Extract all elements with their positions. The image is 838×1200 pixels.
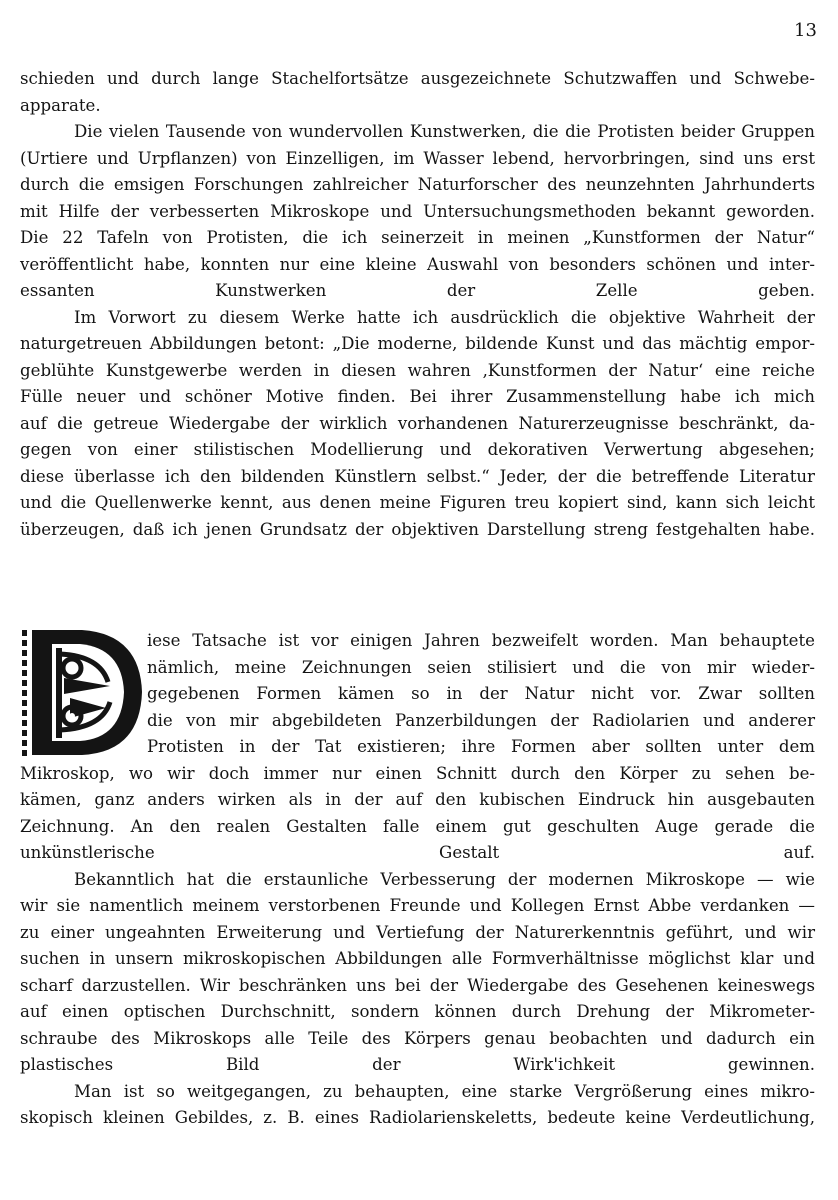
text-line: Mikroskop, wo wir doch immer nur einen Schnitt durch den Körper zu sehen be-	[20, 763, 815, 783]
text-line: die von mir abgebildeten Panzerbildungen der Radiolarien und anderer	[147, 710, 815, 730]
text-line: Man ist so weitgegangen, zu behaupten, eine starke Vergrößerung eines mikro-	[74, 1081, 815, 1101]
text-line: Zeichnung. An den realen Gestalten falle einem gut geschulten Auge gerade die	[20, 816, 815, 836]
text-line: Im Vorwort zu diesem Werke hatte ich ausdrücklich die objektive Wahrheit der	[74, 307, 815, 327]
page-number: 13	[794, 20, 817, 41]
text-line: geblühte Kunstgewerbe werden in diesen wahren ‚Kunstformen der Natur‘ eine reiche	[20, 360, 815, 380]
text-line: gegen von einer stilistischen Modellierung und dekorativen Verwertung abgesehen;	[20, 440, 815, 459]
text-line: und die Quellenwerke kennt, aus denen meine Figuren treu kopiert sind, kann sich leicht	[20, 493, 815, 512]
text-line: skopisch kleinen Gebildes, z. B. eines Radiolarienskeletts, bedeute keine Verdeutlichung,	[20, 1108, 815, 1127]
text-line: veröffentlicht habe, konnten nur eine kleine Auswahl von besonders schönen und inter-	[20, 254, 815, 274]
text-line: Fülle neuer und schöner Motive finden. Bei ihrer Zusammenstellung habe ich mich	[20, 387, 815, 406]
text-line: kämen, ganz anders wirken als in der auf den kubischen Eindruck hin ausgebauten	[20, 790, 815, 809]
text-line: durch die emsigen Forschungen zahlreicher Naturforscher des neunzehnten Jahrhunderts	[20, 175, 815, 194]
text-line: Protisten in der Tat existieren; ihre Formen aber sollten unter dem	[147, 737, 815, 756]
text-line: Bekanntlich hat die erstaunliche Verbesserung der modernen Mikroskope — wie	[74, 869, 815, 889]
text-line: schieden und durch lange Stachelfortsätze ausgezeichnete Schutzwaffen und Schwebe-	[20, 69, 815, 88]
bottom-text-block	[20, 628, 815, 1132]
text-line: apparate.	[20, 95, 101, 115]
text-line: (Urtiere und Urpflanzen) von Einzelligen, im Wasser lebend, hervorbringen, sind uns erst	[20, 148, 815, 168]
text-line: zu einer ungeahnten Erweiterung und Vertiefung der Naturerkenntnis geführt, und wir	[20, 922, 815, 942]
text-line: Die 22 Tafeln von Protisten, die ich seinerzeit in meinen „Kunstformen der Natur“	[20, 228, 815, 247]
text-line: auf einen optischen Durchschnitt, sondern können durch Drehung der Mikrometer-	[20, 1002, 815, 1021]
text-line: nämlich, meine Zeichnungen seien stilisiert und die von mir wieder-	[147, 657, 815, 677]
text-line: scharf darzustellen. Wir beschränken uns bei der Wiedergabe des Gesehenen keineswegs	[20, 975, 815, 995]
text-line: schraube des Mikroskops alle Teile des Körpers genau beobachten und dadurch ein	[20, 1028, 815, 1048]
text-line: unkünstlerische Gestalt auf.	[20, 843, 815, 862]
text-line: wir sie namentlich meinem verstorbenen Freunde und Kollegen Ernst Abbe verdanken —	[20, 896, 815, 915]
text-line: mit Hilfe der verbesserten Mikroskope und Untersuchungsmethoden bekannt geworden.	[20, 201, 815, 221]
text-line: gegebenen Formen kämen so in der Natur nicht vor. Zwar sollten	[147, 684, 815, 703]
text-line: auf die getreue Wiedergabe der wirklich vorhandenen Naturerzeugnisse beschränkt, da-	[20, 413, 815, 433]
text-line: suchen in unsern mikroskopischen Abbildungen alle Formverhältnisse möglichst klar und	[20, 949, 815, 968]
text-line: essanten Kunstwerken der Zelle geben.	[20, 281, 815, 300]
text-line: überzeugen, daß ich jenen Grundsatz der objektiven Darstellung streng festgehalten habe.	[20, 519, 815, 539]
top-text-block	[20, 66, 815, 543]
text-line: diese überlasse ich den bildenden Künstlern selbst.“ Jeder, der die betreffende Literatur	[20, 466, 815, 486]
text-line: plastisches Bild der Wirk'ichkeit gewinnen.	[20, 1055, 815, 1074]
text-line: iese Tatsache ist vor einigen Jahren bezweifelt worden. Man behauptete	[147, 631, 815, 650]
text-line: Die vielen Tausende von wundervollen Kunstwerken, die die Protisten beider Gruppen	[74, 122, 815, 141]
text-line: naturgetreuen Abbildungen betont: „Die moderne, bildende Kunst und das mächtig empor-	[20, 334, 815, 353]
